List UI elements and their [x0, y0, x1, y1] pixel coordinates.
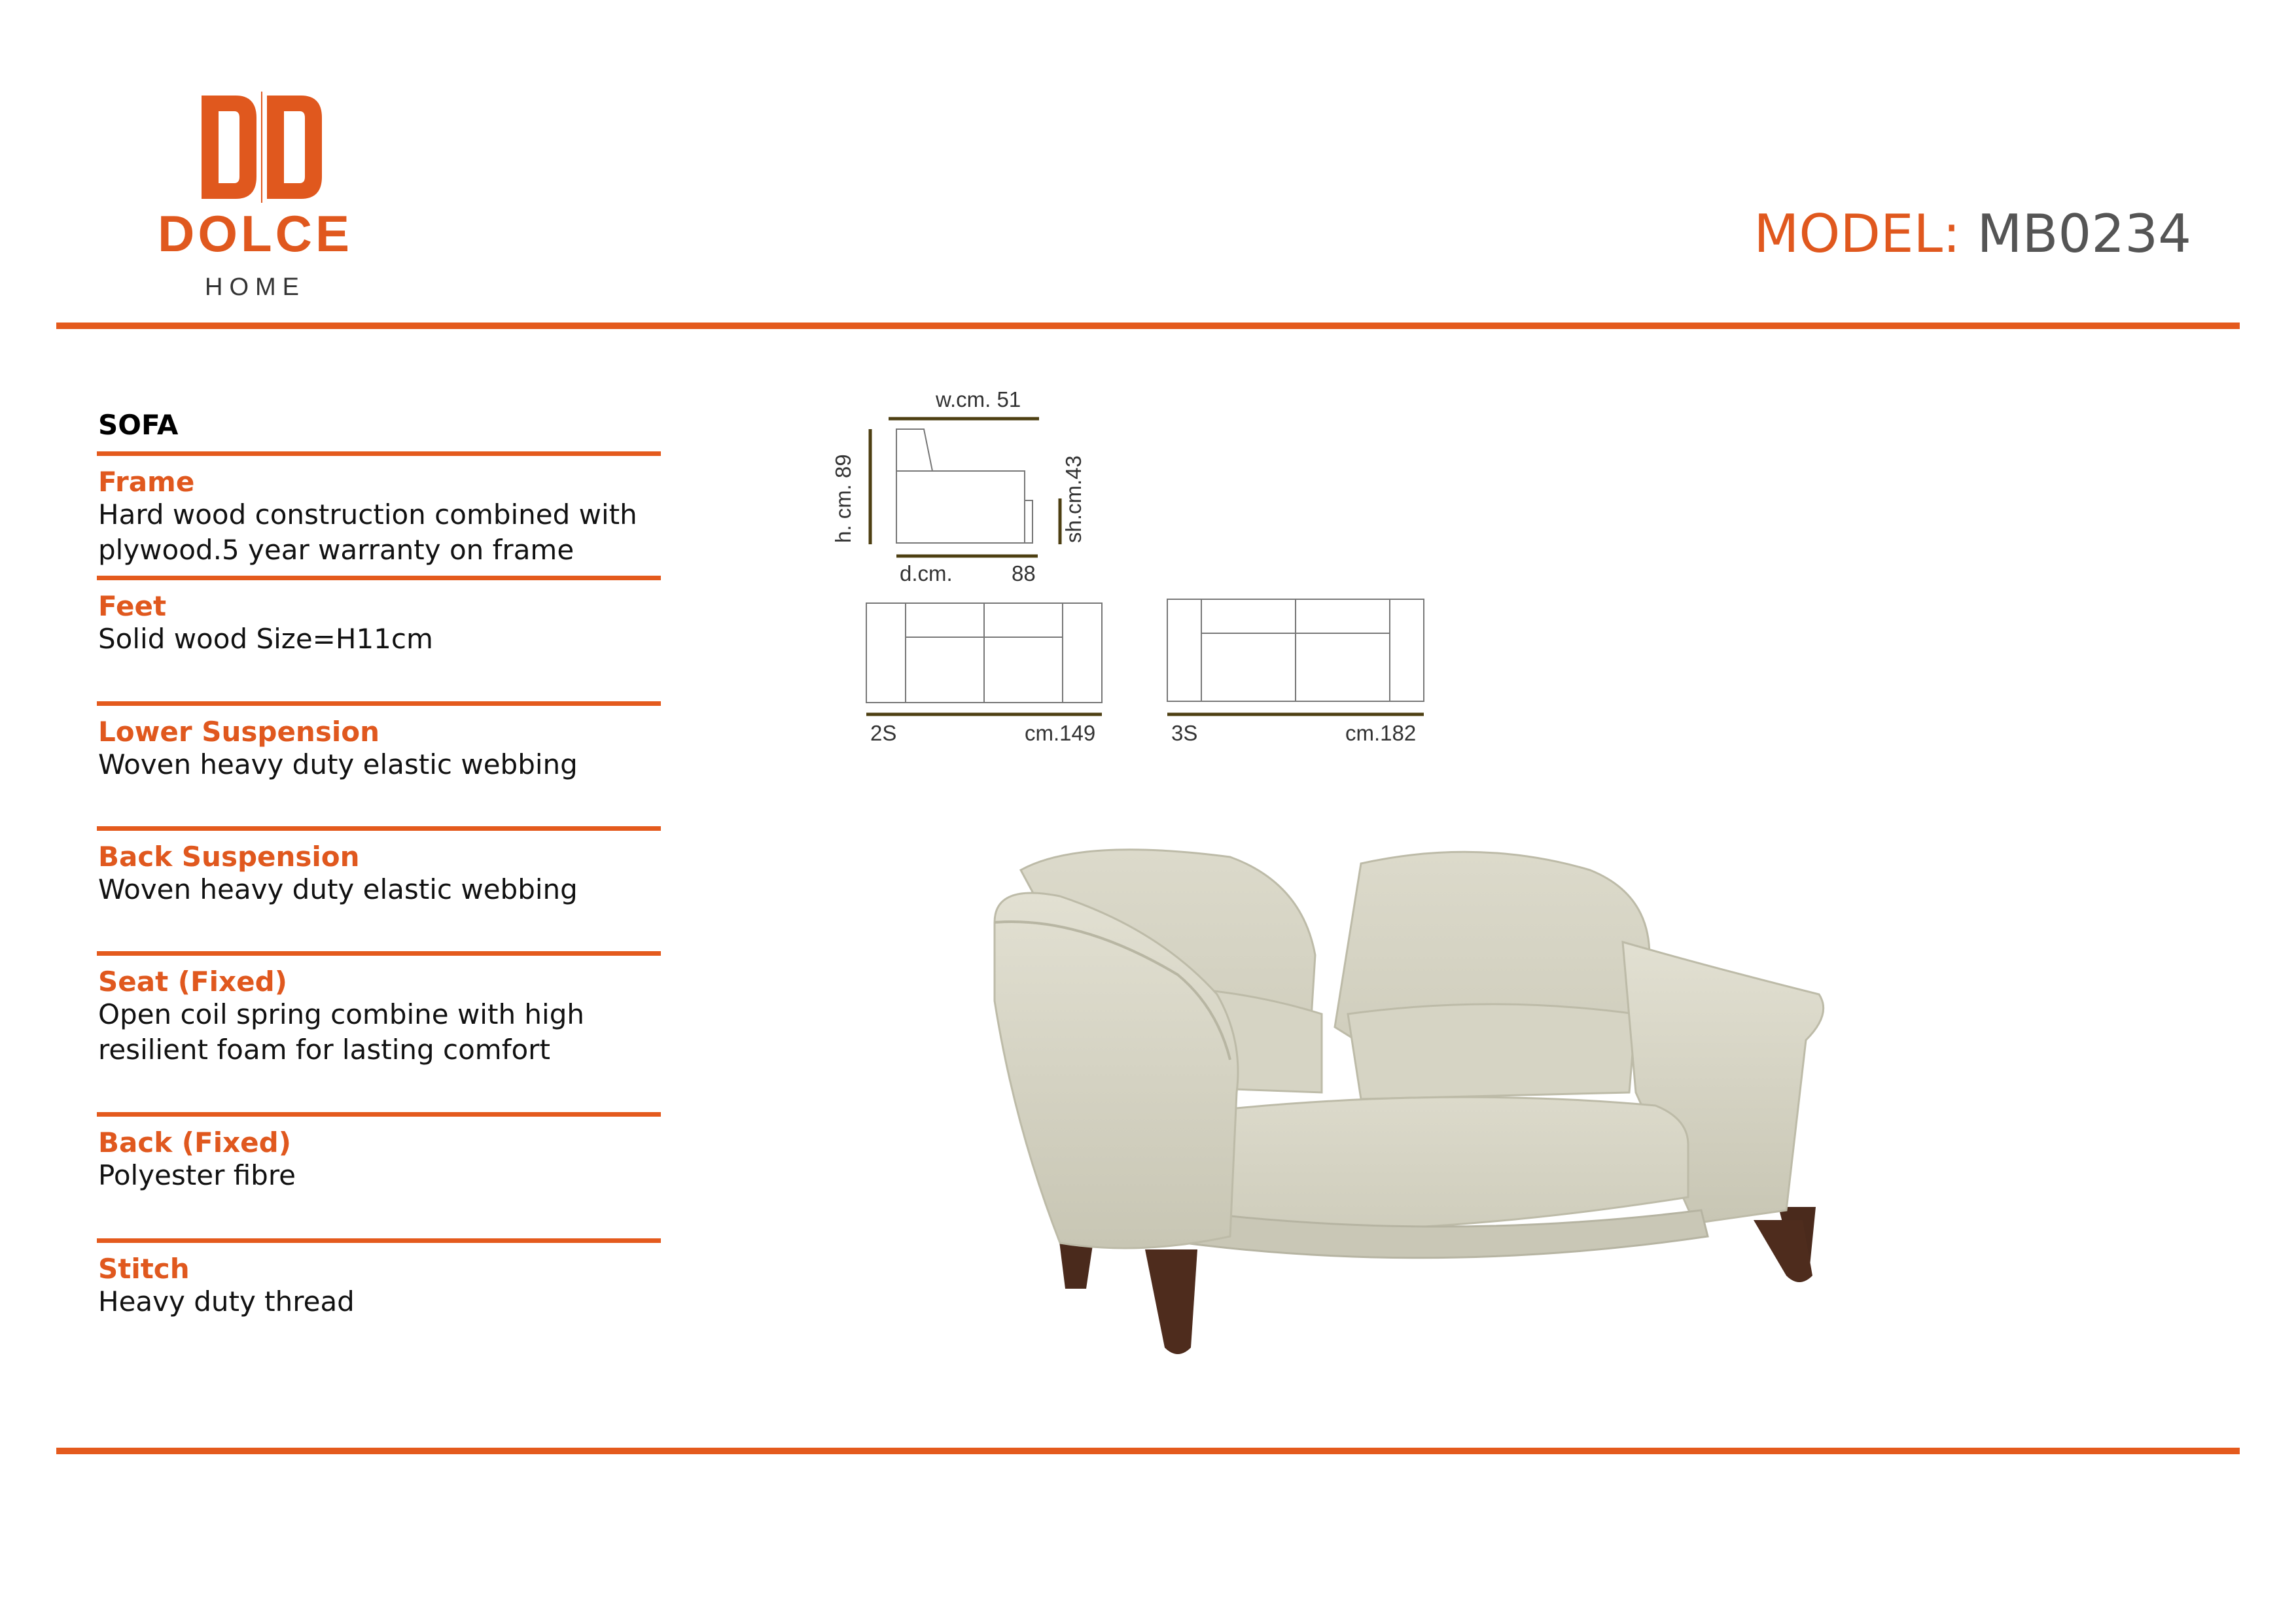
spec-label-frame: Frame [98, 466, 195, 498]
spec-divider [97, 951, 661, 956]
two-seat-front-diagram [866, 603, 1102, 703]
spec-text-back-suspension: Woven heavy duty elastic webbing [98, 873, 578, 905]
sofa-image [981, 844, 1884, 1387]
depth-label: d.cm. [900, 561, 953, 585]
three-seat-label: 3S [1171, 721, 1198, 745]
three-seat-length: cm.182 [1345, 721, 1417, 745]
model-code: MB0234 [1977, 203, 2191, 264]
spec-divider [97, 701, 661, 706]
seat-height-label: sh.cm.43 [1061, 455, 1086, 543]
spec-divider [97, 826, 661, 831]
three-seat-front-diagram [1167, 599, 1424, 701]
side-view-diagram [896, 429, 1033, 543]
top-divider [56, 323, 2240, 329]
height-label: h. cm. 89 [831, 454, 855, 543]
spec-label-back: Back (Fixed) [98, 1126, 291, 1159]
spec-text-feet: Solid wood Size=H11cm [98, 623, 433, 655]
model-label: MODEL: [1754, 203, 1961, 264]
spec-text-frame: Hard wood construction combined with plywood.5 year warranty on frame [98, 498, 637, 566]
dimension-diagram [824, 379, 1453, 772]
depth-value: 88 [1012, 561, 1036, 585]
brand-logo-icon [196, 92, 327, 203]
spec-divider [97, 1238, 661, 1243]
spec-divider [97, 1112, 661, 1117]
category-title: SOFA [98, 409, 179, 441]
spec-text-seat: Open coil spring combine with high resilient foam for lasting comfort [98, 998, 584, 1066]
brand-subtitle: HOME [205, 273, 306, 301]
spec-divider [97, 451, 661, 456]
model-heading [1754, 203, 2191, 264]
two-seat-label: 2S [870, 721, 897, 745]
width-label: w.cm. 51 [936, 387, 1021, 411]
spec-label-feet: Feet [98, 590, 167, 622]
spec-label-seat: Seat (Fixed) [98, 966, 287, 998]
bottom-divider [56, 1448, 2240, 1454]
spec-label-back-suspension: Back Suspension [98, 841, 360, 873]
spec-label-lower-suspension: Lower Suspension [98, 716, 380, 748]
spec-text-back: Polyester fibre [98, 1159, 296, 1191]
spec-text-stitch: Heavy duty thread [98, 1285, 355, 1318]
two-seat-length: cm.149 [1025, 721, 1096, 745]
brand-name: DOLCE [158, 205, 353, 262]
spec-text-lower-suspension: Woven heavy duty elastic webbing [98, 748, 578, 780]
spec-divider [97, 576, 661, 580]
spec-label-stitch: Stitch [98, 1253, 190, 1285]
